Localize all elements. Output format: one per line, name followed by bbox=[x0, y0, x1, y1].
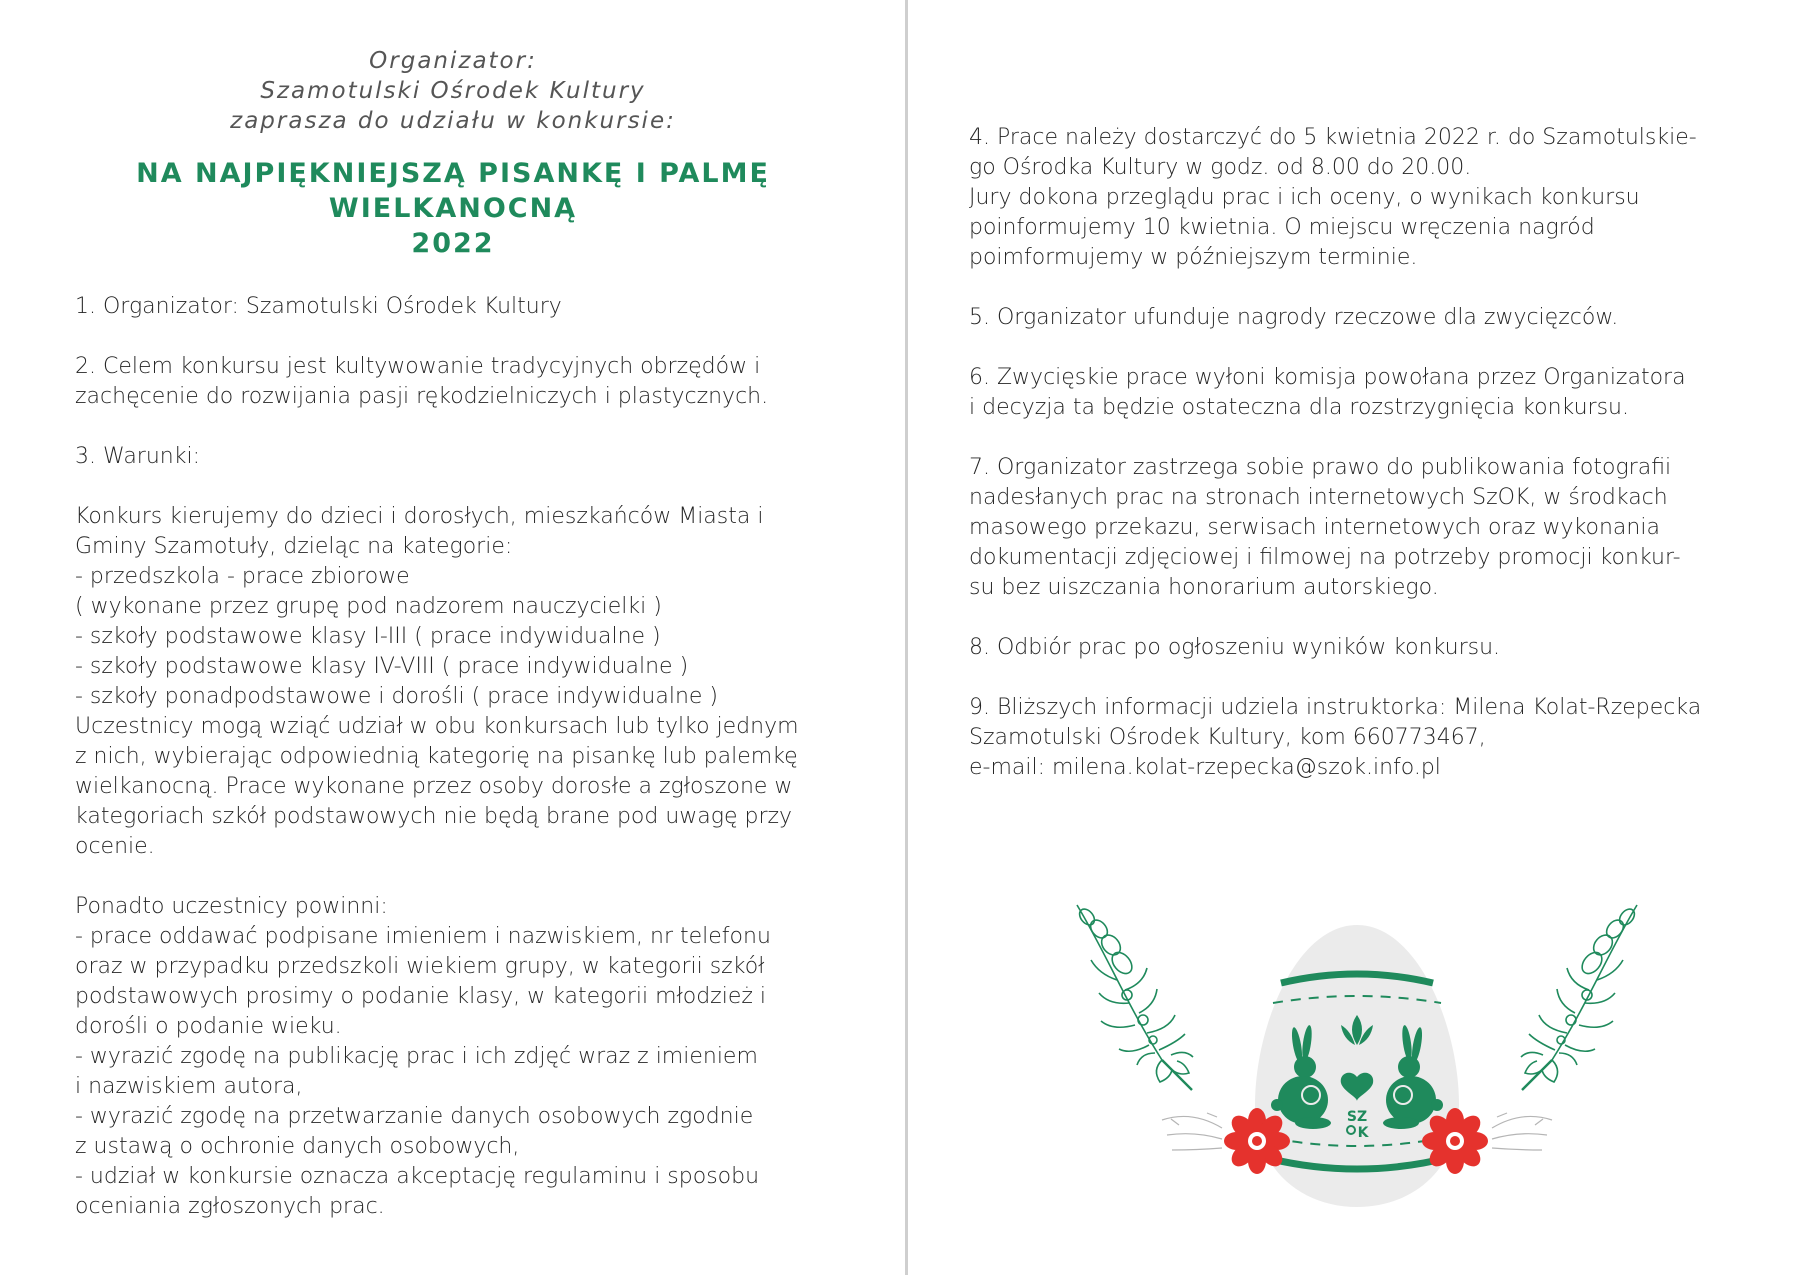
left-rule-text-line: kategoriach szkół podstawowych nie będą brane pod uwagę przy bbox=[75, 804, 793, 829]
right-rule-spacer bbox=[969, 663, 1789, 693]
left-page bbox=[0, 0, 906, 1275]
right-rule-text-line: nadesłanych prac na stronach internetowych SzOK, w środkach bbox=[969, 485, 1668, 510]
left-rule-text-line: z ustawą o ochronie danych osobowych, bbox=[75, 1134, 520, 1159]
rules-left-column bbox=[75, 292, 875, 1222]
right-rule-spacer bbox=[969, 423, 1789, 453]
right-rule-spacer bbox=[969, 603, 1789, 633]
left-rule-text-line: 2. Celem konkursu jest kultywowanie tradycyjnych obrzędów i bbox=[75, 354, 761, 379]
left-rule-text-line: - przedszkola - prace zbiorowe bbox=[75, 564, 410, 589]
contest-title bbox=[0, 156, 906, 261]
right-rule-text-line: e-mail: milena.kolat-rzepecka@szok.info.pl bbox=[969, 755, 1441, 780]
left-rule-text-line: - prace oddawać podpisane imieniem i nazwiskiem, nr telefonu bbox=[75, 924, 771, 949]
left-rule-text-line: - wyrazić zgodę na publikację prac i ich zdjęć wraz z imieniem bbox=[75, 1044, 758, 1069]
right-rule-text-line: Jury dokona przeglądu prac i ich oceny, o wynikach konkursu bbox=[969, 185, 1640, 210]
left-rule-spacer bbox=[75, 412, 875, 442]
title-line-1: NA NAJPIĘKNIEJSZĄ PISANKĘ I PALMĘ bbox=[136, 158, 770, 189]
right-rule-text-line: su bez uiszczania honorarium autorskiego. bbox=[969, 575, 1439, 600]
right-rule-text-line: poinformujemy 10 kwietnia. O miejscu wręczenia nagród bbox=[969, 215, 1595, 240]
left-rule-text-line: dorośli o podanie wieku. bbox=[75, 1014, 342, 1039]
right-rule-text-line: masowego przekazu, serwisach internetowych oraz wykonania bbox=[969, 515, 1660, 540]
right-flower-icon bbox=[1422, 1108, 1488, 1174]
left-rule-text-line: oraz w przypadku przedszkoli wiekiem grupy, w kategorii szkół bbox=[75, 954, 765, 979]
right-rule-text-line: go Ośrodka Kultury w godz. od 8.00 do 20.00. bbox=[969, 155, 1472, 180]
left-rule-text-line: Uczestnicy mogą wziąć udział w obu konkursach lub tylko jednym bbox=[75, 714, 799, 739]
right-rule-text-line: poimformujemy w późniejszym terminie. bbox=[969, 245, 1418, 270]
right-rule-text-line: dokumentacji zdjęciowej i filmowej na potrzeby promocji konkur- bbox=[969, 545, 1681, 570]
logo-text-bottom: K bbox=[1357, 1125, 1369, 1141]
left-rule-text-line: ocenie. bbox=[75, 834, 155, 859]
left-palm-icon bbox=[1077, 905, 1193, 1090]
left-rule-text-line: i nazwiskiem autora, bbox=[75, 1074, 303, 1099]
left-rule-text-line: - szkoły podstawowe klasy I-III ( prace indywidualne ) bbox=[75, 624, 661, 649]
left-rule-text-line: wielkanocną. Prace wykonane przez osoby dorosłe a zgłoszone w bbox=[75, 774, 793, 799]
right-rule-text-line: 5. Organizator ufunduje nagrody rzeczowe dla zwycięzców. bbox=[969, 305, 1619, 330]
left-rule-spacer bbox=[75, 862, 875, 892]
right-page bbox=[909, 0, 1817, 1275]
right-rule-text-line: 9. Bliższych informacji udziela instruktorka: Milena Kolat-Rzepecka bbox=[969, 695, 1702, 720]
invitation-intro bbox=[0, 46, 906, 136]
left-rule-text-line: Konkurs kierujemy do dzieci i dorosłych, mieszkańców Miasta i bbox=[75, 504, 764, 529]
left-rule-text-line: Gminy Szamotuły, dzieląc na kategorie: bbox=[75, 534, 513, 559]
intro-line-3: zaprasza do udziału w konkursie: bbox=[230, 108, 676, 134]
intro-line-1: Organizator: bbox=[369, 48, 537, 74]
right-rule-spacer bbox=[969, 333, 1789, 363]
left-rule-text-line: zachęcenie do rozwijania pasji rękodzielniczych i plastycznych. bbox=[75, 384, 769, 409]
intro-line-2: Szamotulski Ośrodek Kultury bbox=[260, 78, 646, 104]
left-rule-text-line: - szkoły podstawowe klasy IV-VIII ( prace indywidualne ) bbox=[75, 654, 689, 679]
left-rule-text-line: 1. Organizator: Szamotulski Ośrodek Kultury bbox=[75, 294, 562, 319]
left-rule-text-line: Ponadto uczestnicy powinni: bbox=[75, 894, 388, 919]
title-line-3: 2022 bbox=[411, 228, 495, 259]
right-rule-text-line: Szamotulski Ośrodek Kultury, kom 660773467, bbox=[969, 725, 1486, 750]
left-rule-text-line: 3. Warunki: bbox=[75, 444, 201, 469]
title-line-2: WIELKANOCNĄ bbox=[328, 193, 578, 224]
right-rule-spacer bbox=[969, 273, 1789, 303]
easter-egg-icon bbox=[1255, 925, 1459, 1207]
left-flower-icon bbox=[1224, 1108, 1290, 1174]
left-rule-text-line: - udział w konkursie oznacza akceptację regulaminu i sposobu bbox=[75, 1164, 760, 1189]
right-rule-text-line: 4. Prace należy dostarczyć do 5 kwietnia 2022 r. do Szamotulskie- bbox=[969, 125, 1697, 150]
right-rule-text-line: 8. Odbiór prac po ogłoszeniu wyników konkursu. bbox=[969, 635, 1501, 660]
left-rule-spacer bbox=[75, 472, 875, 502]
page-divider bbox=[905, 0, 908, 1275]
left-rule-text-line: oceniania zgłoszonych prac. bbox=[75, 1194, 385, 1219]
left-rule-spacer bbox=[75, 322, 875, 352]
left-rule-text-line: ( wykonane przez grupę pod nadzorem nauczycielki ) bbox=[75, 594, 662, 619]
right-rule-text-line: 7. Organizator zastrzega sobie prawo do publikowania fotografii bbox=[969, 455, 1672, 480]
rules-right-column bbox=[969, 123, 1789, 783]
left-rule-text-line: z nich, wybierając odpowiednią kategorię na pisankę lub palemkę bbox=[75, 744, 798, 769]
easter-illustration bbox=[1067, 895, 1647, 1215]
right-palm-icon bbox=[1521, 905, 1637, 1090]
right-rule-text-line: i decyzja ta będzie ostateczna dla rozstrzygnięcia konkursu. bbox=[969, 395, 1629, 420]
right-rule-text-line: 6. Zwycięskie prace wyłoni komisja powołana przez Organizatora bbox=[969, 365, 1686, 390]
logo-text-top: SZ bbox=[1346, 1109, 1368, 1125]
left-rule-text-line: - szkoły ponadpodstawowe i dorośli ( prace indywidualne ) bbox=[75, 684, 718, 709]
left-rule-text-line: - wyrazić zgodę na przetwarzanie danych osobowych zgodnie bbox=[75, 1104, 754, 1129]
left-rule-text-line: podstawowych prosimy o podanie klasy, w kategorii młodzież i bbox=[75, 984, 767, 1009]
